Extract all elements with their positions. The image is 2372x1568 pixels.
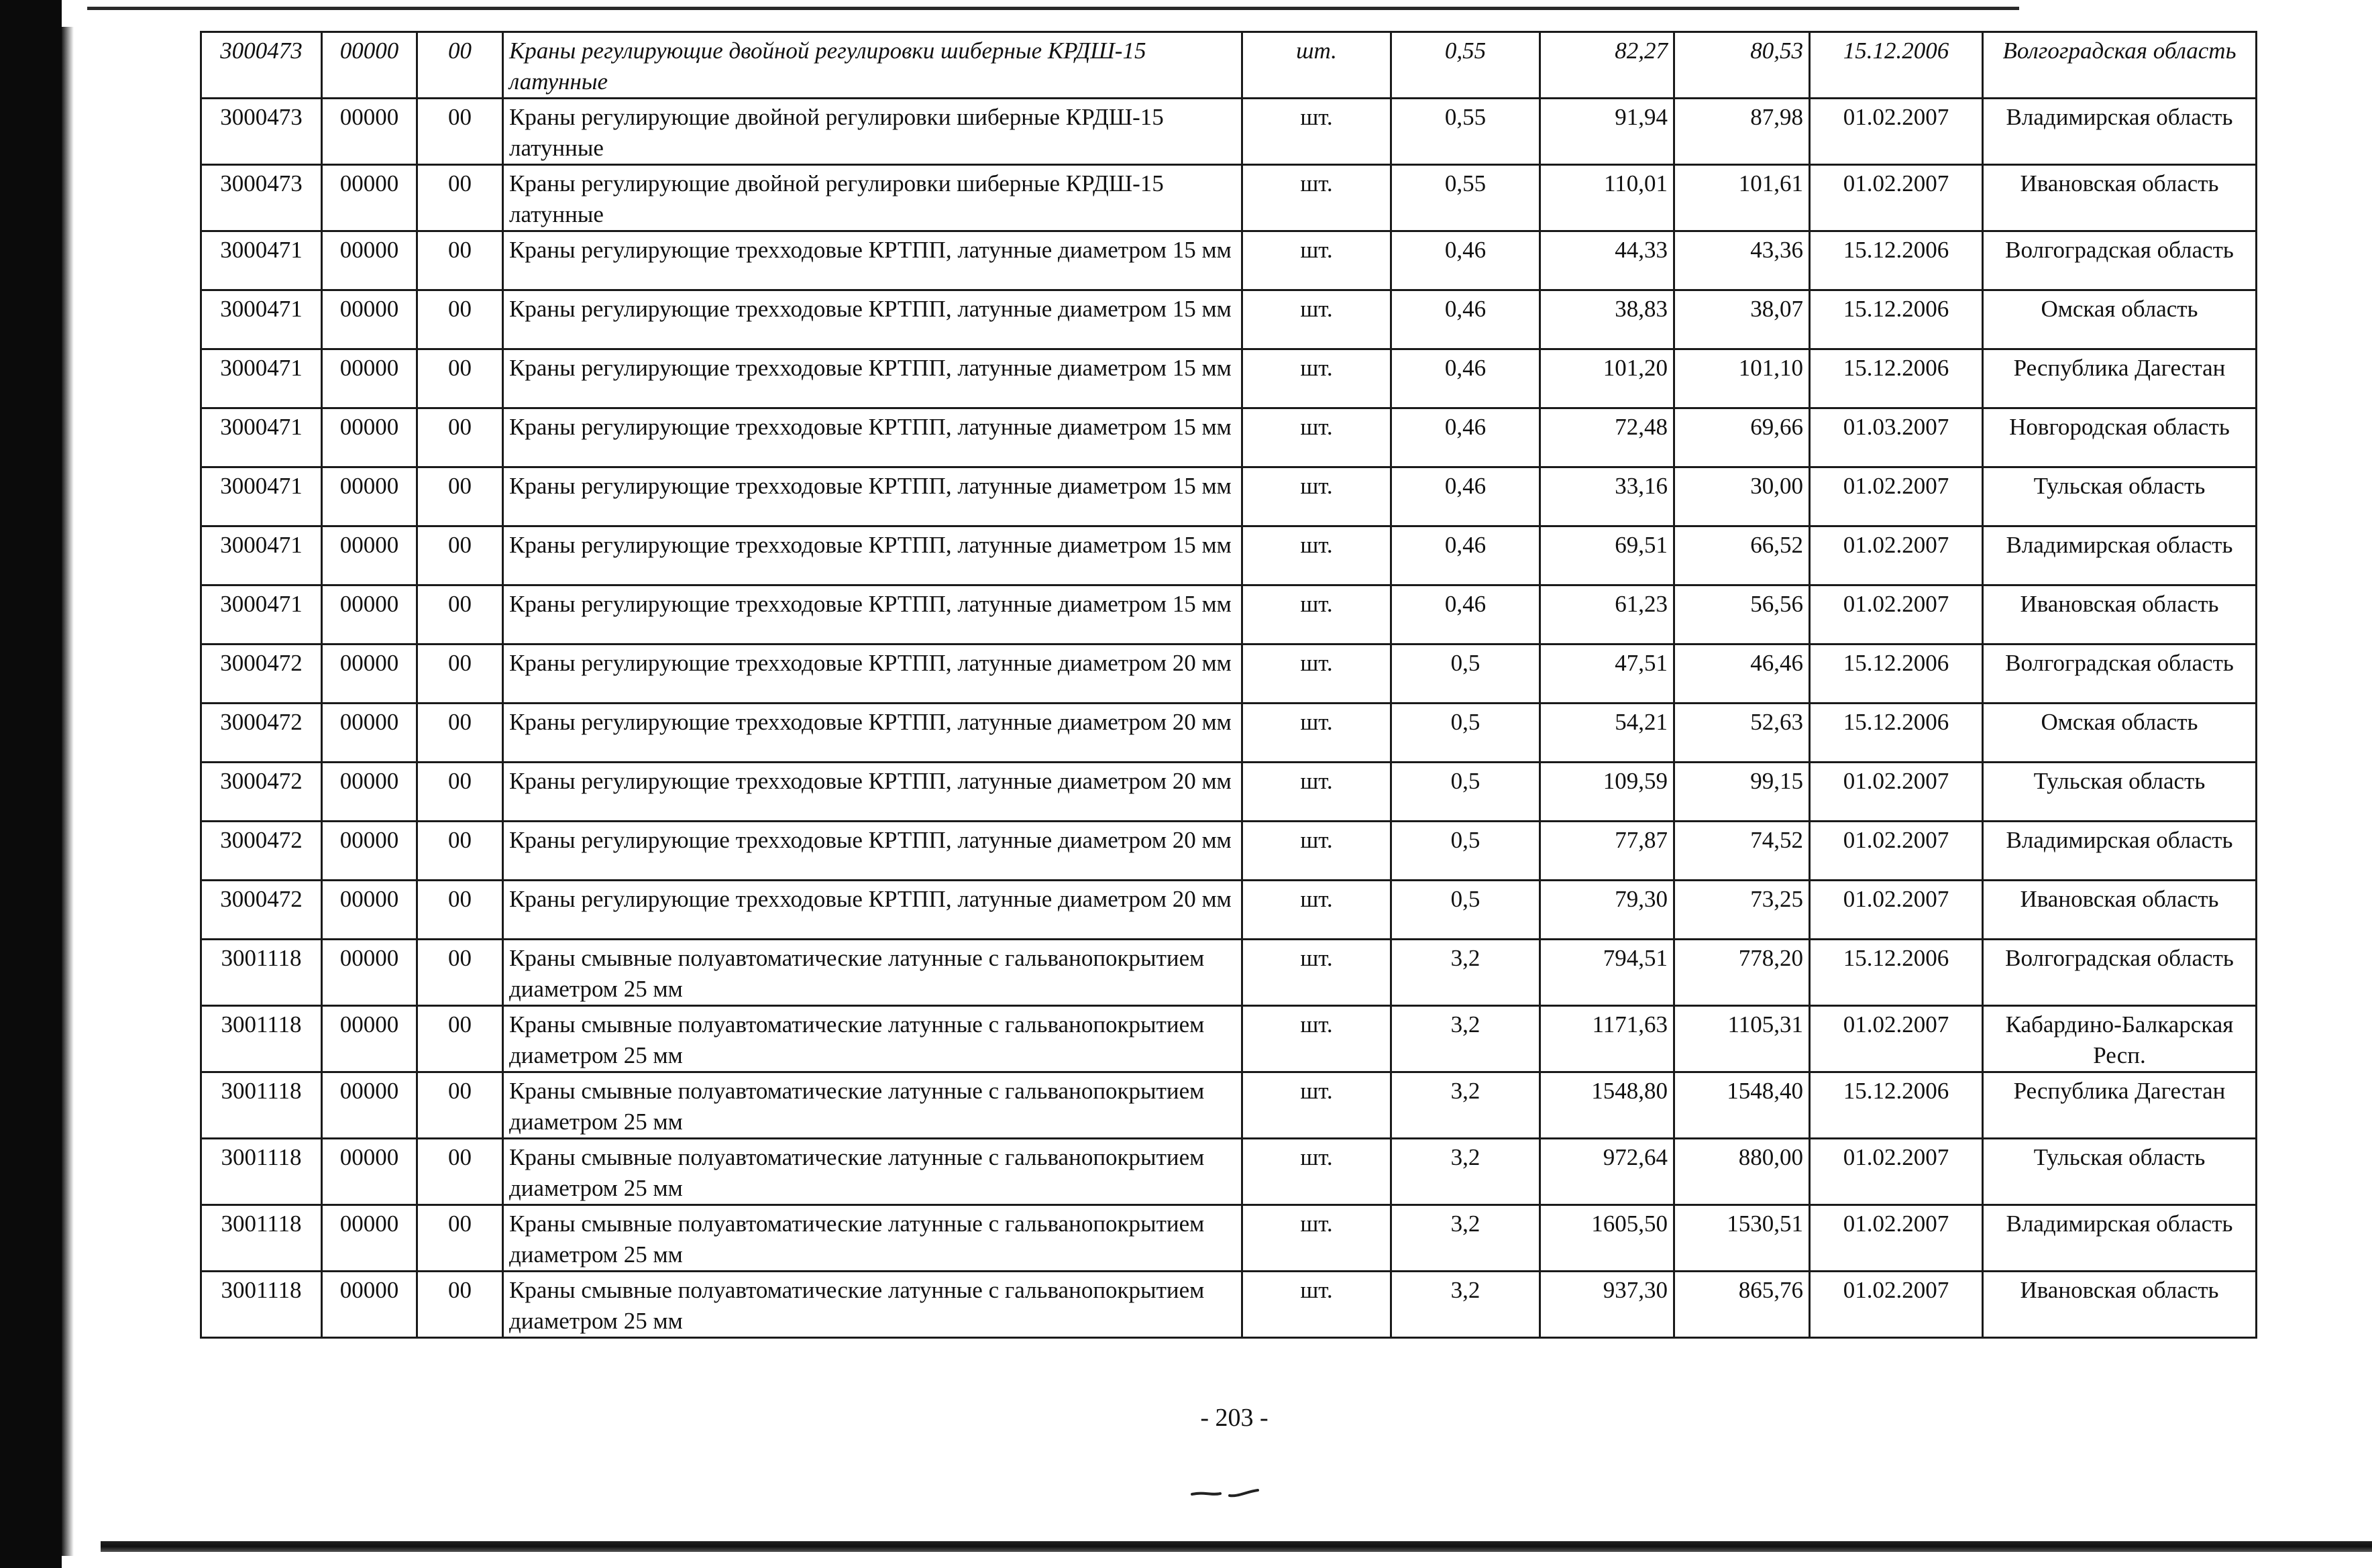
cell-product-name: Краны смывные полуавтоматические латунные с гальванопокрытием диаметром 25 мм [503, 1139, 1242, 1205]
cell-price-1: 1171,63 [1540, 1006, 1674, 1072]
cell-price-2: 1105,31 [1674, 1006, 1810, 1072]
cell-date: 01.02.2007 [1810, 165, 1983, 231]
cell-price-2: 101,61 [1674, 165, 1810, 231]
cell-product-name: Краны смывные полуавтоматические латунные с гальванопокрытием диаметром 25 мм [503, 1072, 1242, 1139]
cell-price-1: 110,01 [1540, 165, 1674, 231]
cell-weight: 0,5 [1391, 822, 1540, 881]
cell-price-1: 77,87 [1540, 822, 1674, 881]
cell-subcode: 00000 [322, 99, 417, 165]
cell-date: 15.12.2006 [1810, 940, 1983, 1006]
cell-price-2: 1548,40 [1674, 1072, 1810, 1139]
cell-weight: 3,2 [1391, 1272, 1540, 1338]
cell-region: Владимирская область [1983, 822, 2257, 881]
cell-subcode: 00000 [322, 645, 417, 704]
cell-weight: 0,5 [1391, 704, 1540, 763]
cell-unit: шт. [1242, 1072, 1391, 1139]
cell-date: 15.12.2006 [1810, 290, 1983, 349]
cell-product-name: Краны регулирующие трехходовые КРТПП, латунные диаметром 15 мм [503, 526, 1242, 585]
cell-unit: шт. [1242, 231, 1391, 290]
cell-region: Ивановская область [1983, 881, 2257, 940]
cell-price-1: 61,23 [1540, 585, 1674, 645]
table-row [201, 585, 2257, 645]
cell-region: Тульская область [1983, 763, 2257, 822]
cell-subcode: 00000 [322, 1272, 417, 1338]
price-table-sheet [200, 31, 2255, 1349]
cell-group: 00 [417, 1272, 503, 1338]
cell-price-2: 52,63 [1674, 704, 1810, 763]
cell-price-2: 101,10 [1674, 349, 1810, 408]
cell-product-name: Краны смывные полуавтоматические латунные с гальванопокрытием диаметром 25 мм [503, 940, 1242, 1006]
cell-price-2: 46,46 [1674, 645, 1810, 704]
cell-date: 01.03.2007 [1810, 408, 1983, 467]
cell-price-1: 794,51 [1540, 940, 1674, 1006]
cell-price-2: 66,52 [1674, 526, 1810, 585]
cell-price-2: 74,52 [1674, 822, 1810, 881]
cell-weight: 3,2 [1391, 940, 1540, 1006]
table-row [201, 349, 2257, 408]
cell-price-2: 38,07 [1674, 290, 1810, 349]
table-row [201, 645, 2257, 704]
table-row [201, 1139, 2257, 1205]
price-table [200, 31, 2257, 1339]
table-row [201, 1006, 2257, 1072]
cell-group: 00 [417, 585, 503, 645]
cell-product-name: Краны смывные полуавтоматические латунные с гальванопокрытием диаметром 25 мм [503, 1272, 1242, 1338]
cell-product-name: Краны регулирующие трехходовые КРТПП, латунные диаметром 15 мм [503, 231, 1242, 290]
cell-region: Омская область [1983, 290, 2257, 349]
cell-price-2: 778,20 [1674, 940, 1810, 1006]
cell-code: 3000473 [201, 165, 322, 231]
cell-code: 3001118 [201, 1072, 322, 1139]
table-row [201, 99, 2257, 165]
cell-price-1: 33,16 [1540, 467, 1674, 526]
cell-price-1: 972,64 [1540, 1139, 1674, 1205]
cell-group: 00 [417, 32, 503, 99]
cell-unit: шт. [1242, 1006, 1391, 1072]
table-row [201, 1072, 2257, 1139]
cell-code: 3001118 [201, 940, 322, 1006]
cell-group: 00 [417, 1006, 503, 1072]
cell-price-1: 109,59 [1540, 763, 1674, 822]
cell-product-name: Краны регулирующие трехходовые КРТПП, латунные диаметром 15 мм [503, 290, 1242, 349]
cell-unit: шт. [1242, 1205, 1391, 1272]
table-row [201, 881, 2257, 940]
cell-code: 3000473 [201, 99, 322, 165]
cell-price-2: 73,25 [1674, 881, 1810, 940]
cell-group: 00 [417, 467, 503, 526]
cell-subcode: 00000 [322, 165, 417, 231]
cell-group: 00 [417, 408, 503, 467]
cell-product-name: Краны регулирующие трехходовые КРТПП, латунные диаметром 20 мм [503, 881, 1242, 940]
cell-weight: 0,46 [1391, 231, 1540, 290]
cell-date: 01.02.2007 [1810, 526, 1983, 585]
cell-date: 01.02.2007 [1810, 467, 1983, 526]
cell-weight: 0,46 [1391, 349, 1540, 408]
cell-unit: шт. [1242, 1139, 1391, 1205]
cell-product-name: Краны регулирующие двойной регулировки шиберные КРДШ-15 латунные [503, 99, 1242, 165]
cell-price-1: 38,83 [1540, 290, 1674, 349]
cell-price-1: 44,33 [1540, 231, 1674, 290]
cell-price-2: 80,53 [1674, 32, 1810, 99]
cell-date: 01.02.2007 [1810, 1205, 1983, 1272]
cell-region: Волгоградская область [1983, 32, 2257, 99]
cell-date: 01.02.2007 [1810, 1139, 1983, 1205]
cell-subcode: 00000 [322, 704, 417, 763]
cell-code: 3000471 [201, 526, 322, 585]
cell-unit: шт. [1242, 32, 1391, 99]
scan-border-bottom [101, 1541, 2372, 1552]
cell-subcode: 00000 [322, 940, 417, 1006]
cell-unit: шт. [1242, 645, 1391, 704]
cell-price-1: 54,21 [1540, 704, 1674, 763]
cell-code: 3000472 [201, 822, 322, 881]
cell-group: 00 [417, 349, 503, 408]
cell-weight: 0,46 [1391, 290, 1540, 349]
cell-date: 01.02.2007 [1810, 585, 1983, 645]
cell-code: 3000471 [201, 290, 322, 349]
cell-product-name: Краны регулирующие трехходовые КРТПП, латунные диаметром 20 мм [503, 763, 1242, 822]
cell-subcode: 00000 [322, 231, 417, 290]
scan-border-top [87, 7, 2019, 10]
cell-code: 3001118 [201, 1205, 322, 1272]
cell-region: Волгоградская область [1983, 940, 2257, 1006]
cell-date: 01.02.2007 [1810, 763, 1983, 822]
cell-subcode: 00000 [322, 1205, 417, 1272]
cell-subcode: 00000 [322, 290, 417, 349]
scan-shadow-left [62, 27, 74, 1556]
cell-region: Ивановская область [1983, 165, 2257, 231]
table-row [201, 32, 2257, 99]
cell-subcode: 00000 [322, 32, 417, 99]
cell-group: 00 [417, 165, 503, 231]
cell-subcode: 00000 [322, 585, 417, 645]
cell-date: 01.02.2007 [1810, 881, 1983, 940]
cell-region: Новгородская область [1983, 408, 2257, 467]
cell-code: 3000471 [201, 231, 322, 290]
cell-price-2: 56,56 [1674, 585, 1810, 645]
cell-subcode: 00000 [322, 1139, 417, 1205]
cell-code: 3001118 [201, 1006, 322, 1072]
cell-weight: 0,46 [1391, 585, 1540, 645]
cell-weight: 0,55 [1391, 165, 1540, 231]
cell-price-2: 69,66 [1674, 408, 1810, 467]
cell-region: Волгоградская область [1983, 645, 2257, 704]
cell-unit: шт. [1242, 349, 1391, 408]
cell-code: 3000472 [201, 881, 322, 940]
cell-subcode: 00000 [322, 881, 417, 940]
cell-subcode: 00000 [322, 822, 417, 881]
cell-subcode: 00000 [322, 408, 417, 467]
cell-weight: 0,46 [1391, 467, 1540, 526]
cell-code: 3000471 [201, 585, 322, 645]
cell-weight: 0,5 [1391, 645, 1540, 704]
cell-unit: шт. [1242, 290, 1391, 349]
cell-unit: шт. [1242, 763, 1391, 822]
cell-unit: шт. [1242, 704, 1391, 763]
cell-unit: шт. [1242, 526, 1391, 585]
cell-unit: шт. [1242, 585, 1391, 645]
cell-date: 15.12.2006 [1810, 704, 1983, 763]
cell-unit: шт. [1242, 822, 1391, 881]
cell-price-1: 79,30 [1540, 881, 1674, 940]
table-row [201, 165, 2257, 231]
cell-region: Омская область [1983, 704, 2257, 763]
cell-group: 00 [417, 940, 503, 1006]
cell-price-2: 87,98 [1674, 99, 1810, 165]
cell-region: Тульская область [1983, 1139, 2257, 1205]
cell-region: Республика Дагестан [1983, 1072, 2257, 1139]
cell-price-1: 91,94 [1540, 99, 1674, 165]
cell-date: 15.12.2006 [1810, 231, 1983, 290]
cell-weight: 0,5 [1391, 763, 1540, 822]
table-row [201, 704, 2257, 763]
cell-group: 00 [417, 1072, 503, 1139]
cell-subcode: 00000 [322, 1006, 417, 1072]
cell-price-1: 1548,80 [1540, 1072, 1674, 1139]
cell-date: 01.02.2007 [1810, 1006, 1983, 1072]
cell-date: 01.02.2007 [1810, 1272, 1983, 1338]
table-row [201, 467, 2257, 526]
cell-unit: шт. [1242, 165, 1391, 231]
cell-product-name: Краны смывные полуавтоматические латунные с гальванопокрытием диаметром 25 мм [503, 1205, 1242, 1272]
cell-price-2: 865,76 [1674, 1272, 1810, 1338]
cell-code: 3001118 [201, 1139, 322, 1205]
scan-border-left [0, 0, 62, 1568]
cell-region: Кабардино-Балкарская Респ. [1983, 1006, 2257, 1072]
cell-product-name: Краны регулирующие трехходовые КРТПП, латунные диаметром 15 мм [503, 408, 1242, 467]
cell-product-name: Краны регулирующие трехходовые КРТПП, латунные диаметром 15 мм [503, 349, 1242, 408]
cell-price-1: 69,51 [1540, 526, 1674, 585]
cell-price-2: 30,00 [1674, 467, 1810, 526]
cell-product-name: Краны регулирующие трехходовые КРТПП, латунные диаметром 20 мм [503, 822, 1242, 881]
cell-region: Ивановская область [1983, 1272, 2257, 1338]
cell-unit: шт. [1242, 940, 1391, 1006]
cell-date: 15.12.2006 [1810, 645, 1983, 704]
cell-group: 00 [417, 1139, 503, 1205]
cell-group: 00 [417, 526, 503, 585]
cell-group: 00 [417, 290, 503, 349]
cell-weight: 3,2 [1391, 1205, 1540, 1272]
cell-code: 3001118 [201, 1272, 322, 1338]
cell-region: Владимирская область [1983, 1205, 2257, 1272]
cell-code: 3000473 [201, 32, 322, 99]
ink-scribble [1191, 1482, 1271, 1502]
cell-weight: 0,46 [1391, 408, 1540, 467]
table-row [201, 940, 2257, 1006]
cell-group: 00 [417, 1205, 503, 1272]
cell-price-2: 1530,51 [1674, 1205, 1810, 1272]
cell-code: 3000472 [201, 763, 322, 822]
cell-price-1: 82,27 [1540, 32, 1674, 99]
cell-price-2: 99,15 [1674, 763, 1810, 822]
table-row [201, 822, 2257, 881]
table-row [201, 408, 2257, 467]
cell-region: Республика Дагестан [1983, 349, 2257, 408]
cell-weight: 0,55 [1391, 99, 1540, 165]
cell-price-2: 880,00 [1674, 1139, 1810, 1205]
cell-unit: шт. [1242, 99, 1391, 165]
cell-group: 00 [417, 704, 503, 763]
cell-group: 00 [417, 645, 503, 704]
table-body [201, 32, 2257, 1338]
cell-date: 15.12.2006 [1810, 32, 1983, 99]
cell-product-name: Краны регулирующие двойной регулировки шиберные КРДШ-15 латунные [503, 165, 1242, 231]
scan-notch [62, 0, 89, 27]
cell-product-name: Краны регулирующие трехходовые КРТПП, латунные диаметром 15 мм [503, 467, 1242, 526]
cell-date: 15.12.2006 [1810, 1072, 1983, 1139]
cell-group: 00 [417, 231, 503, 290]
cell-product-name: Краны регулирующие трехходовые КРТПП, латунные диаметром 15 мм [503, 585, 1242, 645]
table-row [201, 1272, 2257, 1338]
cell-code: 3000471 [201, 349, 322, 408]
cell-group: 00 [417, 99, 503, 165]
cell-unit: шт. [1242, 881, 1391, 940]
cell-price-1: 937,30 [1540, 1272, 1674, 1338]
cell-group: 00 [417, 822, 503, 881]
cell-weight: 0,55 [1391, 32, 1540, 99]
cell-unit: шт. [1242, 467, 1391, 526]
cell-date: 01.02.2007 [1810, 99, 1983, 165]
cell-subcode: 00000 [322, 526, 417, 585]
cell-weight: 0,46 [1391, 526, 1540, 585]
cell-weight: 3,2 [1391, 1139, 1540, 1205]
cell-code: 3000471 [201, 408, 322, 467]
cell-code: 3000472 [201, 704, 322, 763]
cell-product-name: Краны регулирующие двойной регулировки шиберные КРДШ-15 латунные [503, 32, 1242, 99]
cell-region: Тульская область [1983, 467, 2257, 526]
cell-subcode: 00000 [322, 763, 417, 822]
cell-price-1: 1605,50 [1540, 1205, 1674, 1272]
cell-price-2: 43,36 [1674, 231, 1810, 290]
cell-subcode: 00000 [322, 349, 417, 408]
cell-region: Владимирская область [1983, 526, 2257, 585]
cell-subcode: 00000 [322, 1072, 417, 1139]
cell-price-1: 72,48 [1540, 408, 1674, 467]
table-row [201, 231, 2257, 290]
cell-subcode: 00000 [322, 467, 417, 526]
cell-price-1: 47,51 [1540, 645, 1674, 704]
page-number: - 203 - [1200, 1404, 1269, 1432]
cell-product-name: Краны смывные полуавтоматические латунные с гальванопокрытием диаметром 25 мм [503, 1006, 1242, 1072]
cell-unit: шт. [1242, 408, 1391, 467]
cell-product-name: Краны регулирующие трехходовые КРТПП, латунные диаметром 20 мм [503, 645, 1242, 704]
table-row [201, 1205, 2257, 1272]
cell-group: 00 [417, 763, 503, 822]
table-row [201, 526, 2257, 585]
cell-date: 15.12.2006 [1810, 349, 1983, 408]
cell-region: Ивановская область [1983, 585, 2257, 645]
cell-region: Владимирская область [1983, 99, 2257, 165]
table-row [201, 290, 2257, 349]
cell-code: 3000471 [201, 467, 322, 526]
cell-weight: 3,2 [1391, 1072, 1540, 1139]
cell-price-1: 101,20 [1540, 349, 1674, 408]
cell-weight: 0,5 [1391, 881, 1540, 940]
cell-unit: шт. [1242, 1272, 1391, 1338]
cell-region: Волгоградская область [1983, 231, 2257, 290]
cell-group: 00 [417, 881, 503, 940]
cell-weight: 3,2 [1391, 1006, 1540, 1072]
cell-date: 01.02.2007 [1810, 822, 1983, 881]
cell-product-name: Краны регулирующие трехходовые КРТПП, латунные диаметром 20 мм [503, 704, 1242, 763]
cell-code: 3000472 [201, 645, 322, 704]
table-row [201, 763, 2257, 822]
